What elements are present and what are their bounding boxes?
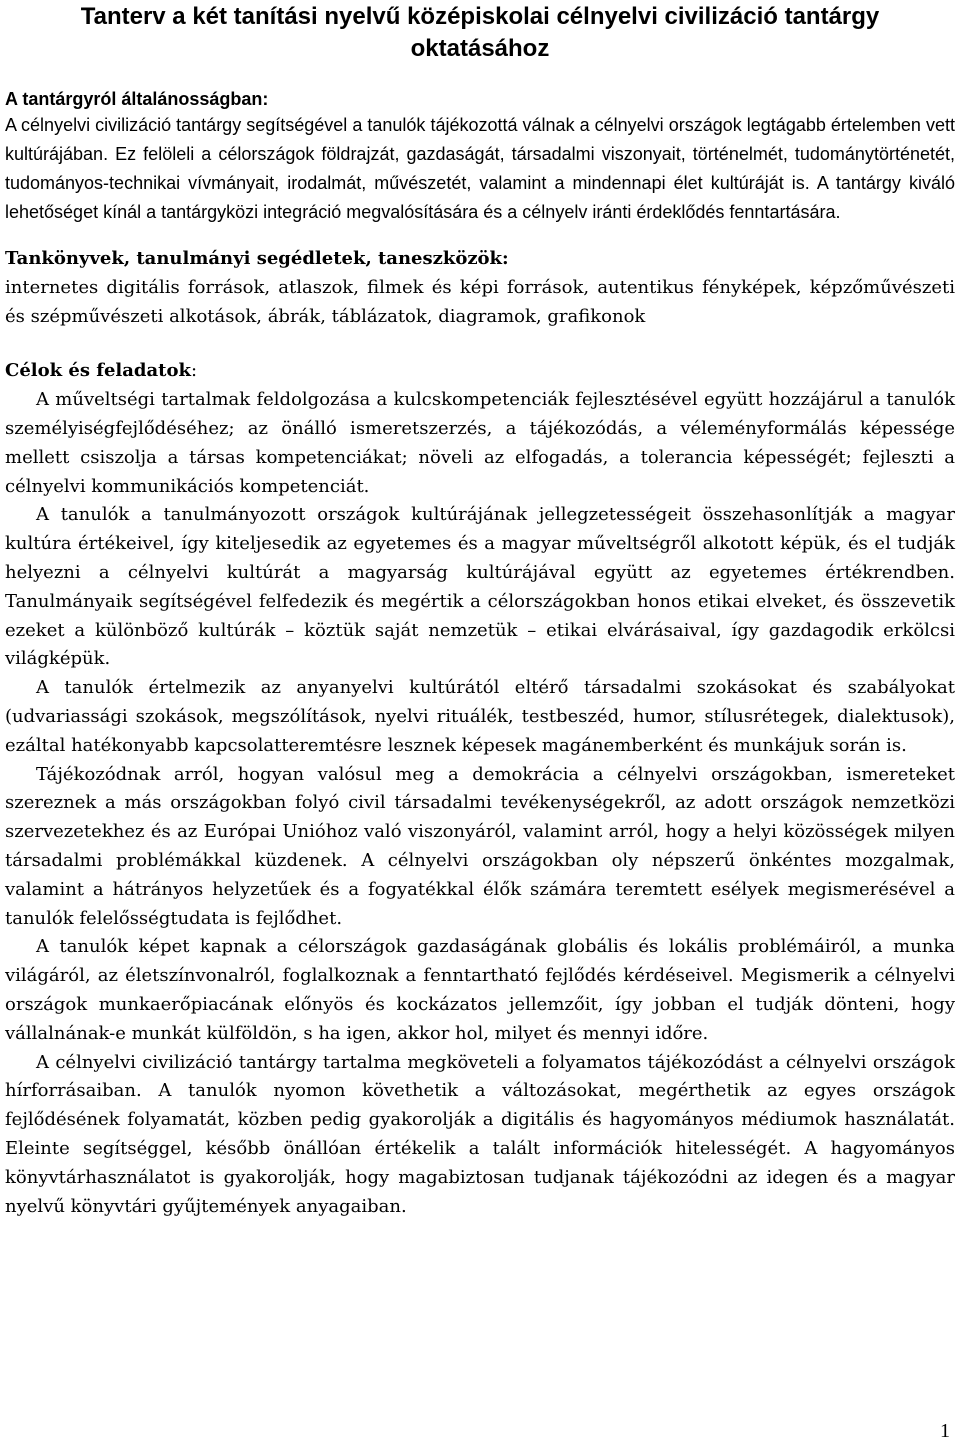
page-number: 1 xyxy=(940,1420,950,1442)
goals-paragraph-2: A tanulók a tanulmányozott országok kultúrájának jellegzetességeit összehasonlítják a magyar kultúra értékeivel, így kiteljesedik az egyetemes és a magyar műveltségről alkotott képük, és el tudják helyezni a célnyelvi kultúrát a magyarság kultúrájával együtt az egyetemes értékrendben. Tanulmányaik segítségével felfedezik és megértik a célországokban honos etikai elveket, és összevetik ezeket a különböző kultúrák – köztük saját nemzetük – etikai elvárásaival, így gazdagodik erkölcsi világképük. xyxy=(5,504,955,670)
title-line-1: Tanterv a két tanítási nyelvű középiskolai célnyelvi civilizáció tantárgy xyxy=(80,3,880,30)
section-resources xyxy=(5,245,955,331)
section-goals-heading xyxy=(5,357,955,386)
title-line-2: oktatásához xyxy=(410,35,550,62)
goals-paragraph-1: A műveltségi tartalmak feldolgozása a kulcskompetenciák fejlesztésével együtt hozzájárul a tanulók személyiségfejlődéséhez; az önálló ismeretszerzés, a tájékozódás, a véleményformálás képessége mellett csiszolja a társas kompetenciákat; növeli az elfogadás, a tolerancia képességét; fejleszti a célnyelvi kommunikációs kompetenciát. xyxy=(5,389,955,497)
section-goals-heading-label: Célok és feladatok xyxy=(5,360,191,382)
section-goals xyxy=(5,357,955,1221)
goals-paragraph-5: A tanulók képet kapnak a célországok gazdaságának globális és lokális problémáiról, a munka világáról, az életszínvonalról, foglalkoznak a fenntartható fejlődés kérdéseivel. Megismerik a célnyelvi országok munkaerőpiacának előnyös és kockázatos jellemzőit, így jobban el tudják dönteni, hogy vállalnának-e munkát külföldön, s ha igen, akkor hol, milyet és mennyi időre. xyxy=(5,936,955,1044)
section-goals-heading-colon: : xyxy=(190,360,198,382)
goals-paragraph-3: A tanulók értelmezik az anyanyelvi kultúrától eltérő társadalmi szokásokat és szabályokat (udvariassági szokások, megszólítások, nyelvi rituálék, testbeszéd, humor, stílusrétegek, dialektusok), ezáltal hatékonyabb kapcsolatteremtésre lesznek képesek magánemberként és munkájuk során is. xyxy=(5,677,955,756)
goals-paragraph-6: A célnyelvi civilizáció tantárgy tartalma megköveteli a folyamatos tájékozódást a célnyelvi országok hírforrásaiban. A tanulók nyomon követhetik a változásokat, megérthetik az egyes országok fejlődésének folyamatát, közben pedig gyakorolják a digitális és hagyományos médiumok használatát. Eleinte segítséggel, később önállóan értékelik a talált információk hitelességét. A hagyományos könyvtárhasználatot is gyakorolják, hogy magabiztosan tudjanak tájékozódni az idegen és a magyar nyelvű könyvtári gyűjtemények anyagaiban. xyxy=(5,1051,955,1217)
document-page xyxy=(5,0,955,1221)
section-general-text: A célnyelvi civilizáció tantárgy segítségével a tanulók tájékozottá válnak a célnyelvi országok legtágabb értelemben vett kultúrájában. Ez felöleli a célországok földrajzát, gazdaságát, társadalmi viszonyait, történelmét, tudománytörténetét, tudományos-technikai vívmányait, irodalmát, művészetét, valamint a mindennapi élet kultúráját is. A tantárgy kiváló lehetőséget kínál a tantárgyközi integráció megvalósítására és a célnyelv iránti érdeklődés fenntartására. xyxy=(5,115,955,222)
goals-paragraph-4: Tájékozódnak arról, hogyan valósul meg a demokrácia a célnyelvi országokban, ismereteket szereznek a más országokban folyó civil társadalmi tevékenységekről, az adott országok nemzetközi szervezetekhez és az Európai Unióhoz való viszonyáról, valamint arról, hogy a helyi közösségek milyen társadalmi problémákkal küzdenek. A célnyelvi országokban oly népszerű önkéntes mozgalmak, valamint a hátrányos helyzetűek és a fogyatékkal élők számára teremtett esélyek megismerésével a tanulók felelősségtudata is fejlődhet. xyxy=(5,763,955,929)
section-general-heading: A tantárgyról általánosságban: xyxy=(5,89,269,109)
section-resources-heading: Tankönyvek, tanulmányi segédletek, taneszközök: xyxy=(5,248,509,269)
document-title xyxy=(5,0,955,65)
section-resources-text: internetes digitális források, atlaszok, filmek és képi források, autentikus fényképek, képzőművészeti és szépművészeti alkotások, ábrák, táblázatok, diagramok, grafikonok xyxy=(5,276,955,327)
section-general xyxy=(5,87,955,227)
